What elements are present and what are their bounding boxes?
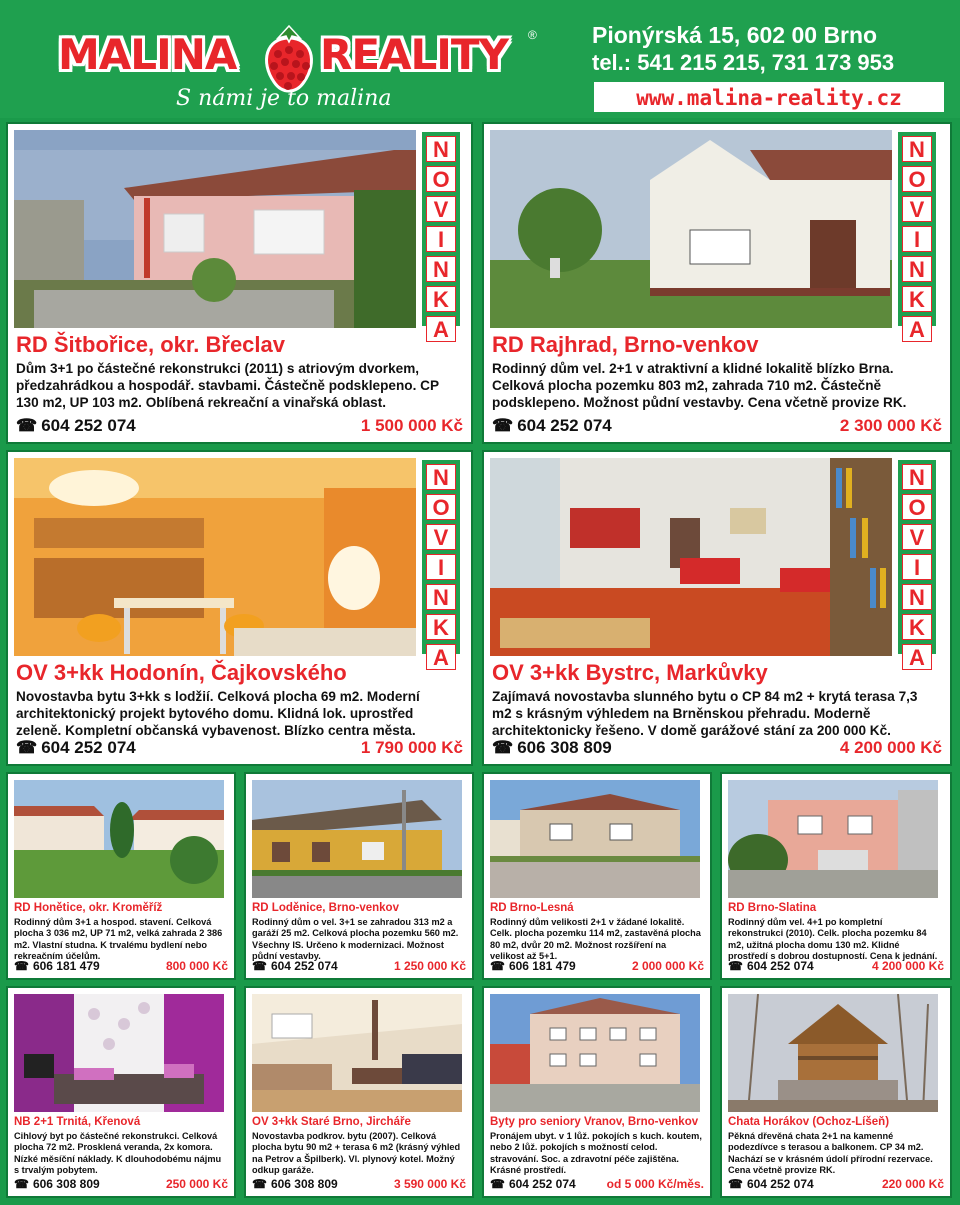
header <box>0 0 960 118</box>
novinka-letter: A <box>426 644 456 670</box>
listing-description: Zajímavá novostavba slunného bytu o CP 84 m2 + krytá terasa 7,3 m2 s krásným výhledem na Brněnskou přehradu. Moderně architektonicky řešeno. V domě garážové stání za 200 000 Kč. <box>492 689 918 738</box>
phone-number: 606 308 809 <box>32 1177 100 1191</box>
listing-description: Rodinný dům vel. 4+1 po kompletní rekonstrukci (2010). Celk. plocha pozemku 84 m2, užitná plocha domu 130 m2. Klidné prostředí s dobrou dostupností. Cena k jednání. <box>728 917 938 962</box>
novinka-letter: N <box>426 256 456 282</box>
website-box[interactable] <box>594 82 944 112</box>
novinka-letter: I <box>902 554 932 580</box>
novinka-letter: V <box>426 524 456 550</box>
novinka-letter: K <box>902 614 932 640</box>
phone-icon: ☎ <box>490 959 505 973</box>
listing-title[interactable]: Chata Horákov (Ochoz-Líšeň) <box>728 1116 890 1128</box>
listing-description: Novostavba bytu 3+kk s lodžií. Celková plocha 69 m2. Moderní architektonický projekt bytového domu. Klidná lok. uprostřed zeleně. Kompletní občanská vybavenost. Blízko centra města. <box>16 689 420 738</box>
phone-number: 604 252 074 <box>746 1177 814 1191</box>
novinka-letter: O <box>426 166 456 192</box>
listing-description: Rodinný dům o vel. 3+1 se zahradou 313 m2 a garáží 25 m2. Celková plocha pozemku 560 m2. Všechny IS. Určeno k modernizaci. Možnost půdní vestavby. <box>252 917 459 962</box>
listing-title[interactable]: Byty pro seniory Vranov, Brno-venkov <box>490 1116 699 1128</box>
listing-card[interactable] <box>482 772 712 980</box>
novinka-letter: N <box>902 256 932 282</box>
novinka-letter: A <box>902 644 932 670</box>
novinka-letter: N <box>426 584 456 610</box>
phone-number: 604 252 074 <box>41 416 136 435</box>
listing-photo <box>490 458 892 656</box>
listing-card[interactable] <box>482 122 952 444</box>
phone-number: 604 252 074 <box>508 1177 576 1191</box>
novinka-letter: I <box>426 226 456 252</box>
phone-icon: ☎ <box>16 738 38 757</box>
listing-card[interactable] <box>482 450 952 766</box>
novinka-letter: N <box>902 136 932 162</box>
website-link[interactable]: www.malina-reality.cz <box>636 86 902 110</box>
listing-card[interactable] <box>6 122 473 444</box>
novinka-letter: I <box>902 226 932 252</box>
listing-title[interactable]: OV 3+kk Hodonín, Čajkovského <box>16 660 347 685</box>
listing-photo <box>14 780 224 898</box>
novinka-letter: V <box>426 196 456 222</box>
listing-card[interactable] <box>244 772 474 980</box>
listing-price: od 5 000 Kč/měs. <box>606 1177 704 1191</box>
novinka-letter: N <box>426 464 456 490</box>
novinka-badge <box>896 458 938 670</box>
slogan: S námi je to malina <box>176 86 392 111</box>
listing-price: 1 500 000 Kč <box>360 416 463 435</box>
listing-title[interactable]: RD Loděnice, Brno-venkov <box>252 902 399 914</box>
listing-card[interactable] <box>6 772 236 980</box>
novinka-letter: O <box>902 494 932 520</box>
listing-photo <box>490 130 892 328</box>
listing-price: 220 000 Kč <box>881 1177 944 1191</box>
listing-title[interactable]: NB 2+1 Trnitá, Křenová <box>14 1116 141 1128</box>
listing-price: 1 250 000 Kč <box>393 959 466 973</box>
novinka-letter: N <box>902 464 932 490</box>
listing-phone[interactable] <box>492 416 612 436</box>
listing-photo <box>14 458 416 656</box>
phone-number: 606 181 479 <box>32 959 100 973</box>
novinka-letter: V <box>902 524 932 550</box>
listing-card[interactable] <box>244 986 474 1198</box>
phone-icon: ☎ <box>490 1177 505 1191</box>
listing-title[interactable]: RD Šitbořice, okr. Břeclav <box>16 332 285 357</box>
listing-phone[interactable] <box>14 959 100 973</box>
listing-price: 2 000 000 Kč <box>631 959 704 973</box>
listing-phone[interactable] <box>252 959 338 973</box>
listing-title[interactable]: RD Brno-Lesná <box>490 902 574 914</box>
raspberry-icon <box>256 22 322 96</box>
listing-phone[interactable] <box>16 738 136 758</box>
address: Pionýrská 15, 602 00 Brno <box>592 22 878 48</box>
registered-mark: ® <box>528 28 537 42</box>
logo[interactable] <box>58 22 538 82</box>
novinka-letter: O <box>426 494 456 520</box>
listing-price: 1 790 000 Kč <box>360 738 463 757</box>
novinka-letter: O <box>902 166 932 192</box>
listing-title[interactable]: RD Brno-Slatina <box>728 902 817 914</box>
listing-description: Cihlový byt po částečné rekonstrukci. Celková plocha 72 m2. Prosklená veranda, 2x komora. Nízké měsíční náklady. K dlouhodobému nájmu s trvalým pobytem. <box>14 1131 222 1176</box>
phone-icon: ☎ <box>728 959 743 973</box>
novinka-letter: N <box>902 584 932 610</box>
listing-photo <box>490 994 700 1112</box>
logo-text-right: REALITY <box>320 30 508 79</box>
listing-photo <box>728 780 938 898</box>
listing-phone[interactable] <box>492 738 612 758</box>
phone-number: 606 181 479 <box>508 959 576 973</box>
phone-number: 606 308 809 <box>270 1177 338 1191</box>
listing-photo <box>252 994 462 1112</box>
novinka-badge <box>420 130 462 342</box>
novinka-letter: K <box>902 286 932 312</box>
listing-price: 250 000 Kč <box>165 1177 228 1191</box>
listing-photo <box>14 994 224 1112</box>
listing-price: 2 300 000 Kč <box>839 416 942 435</box>
listing-phone[interactable] <box>16 416 136 436</box>
phone-numbers: tel.: 541 215 215, 731 173 953 <box>592 50 895 75</box>
listing-phone[interactable] <box>490 959 576 973</box>
phone-icon: ☎ <box>252 959 267 973</box>
listing-phone[interactable] <box>14 1177 100 1191</box>
phone-icon: ☎ <box>252 1177 267 1191</box>
listing-photo <box>728 994 938 1112</box>
listing-photo <box>14 130 416 328</box>
phone-icon: ☎ <box>16 416 38 435</box>
phone-number: 604 252 074 <box>746 959 814 973</box>
listing-title[interactable]: OV 3+kk Staré Brno, Jircháře <box>252 1116 411 1128</box>
listing-description: Novostavba podkrov. bytu (2007). Celková plocha bytu 90 m2 + terasa 6 m2 (krásný výhled na Petrov a Špilberk). Vl. plynový kotel. Možný odkup garáže. <box>252 1131 461 1176</box>
listing-price: 3 590 000 Kč <box>393 1177 466 1191</box>
listing-description: Rodinný dům 3+1 a hospod. stavení. Celková plocha 3 036 m2, UP 71 m2, velká zahrada 2 386 m2. Vlastní studna. K trvalému bydlení nebo rekreačním účelům. <box>14 917 223 962</box>
listing-price: 4 200 000 Kč <box>871 959 944 973</box>
listing-phone[interactable] <box>252 1177 338 1191</box>
novinka-letter: A <box>902 316 932 342</box>
novinka-letter: A <box>426 316 456 342</box>
logo-text-left: MALINA <box>58 30 237 79</box>
novinka-letter: N <box>426 136 456 162</box>
novinka-letter: K <box>426 614 456 640</box>
listing-title[interactable]: RD Rajhrad, Brno-venkov <box>492 332 759 357</box>
listing-title[interactable]: RD Honětice, okr. Kroměříž <box>14 902 163 914</box>
listing-phone[interactable] <box>728 1177 814 1191</box>
listing-photo <box>252 780 462 898</box>
phone-icon: ☎ <box>14 1177 29 1191</box>
listing-phone[interactable] <box>490 1177 576 1191</box>
phone-icon: ☎ <box>728 1177 743 1191</box>
listing-description: Pronájem ubyt. v 1 lůž. pokojích s kuch. koutem, nebo 2 lůž. pokojích s možností celod. stravování. Soc. a zdravotní péče zajištěna. Krásné prostředí. <box>490 1131 702 1176</box>
listing-card[interactable] <box>482 986 712 1198</box>
listing-card[interactable] <box>720 986 952 1198</box>
listing-price: 800 000 Kč <box>165 959 228 973</box>
phone-number: 604 252 074 <box>41 738 136 757</box>
novinka-letter: V <box>902 196 932 222</box>
listing-description: Dům 3+1 po částečné rekonstrukci (2011) s atriovým dvorkem, předzahrádkou a hospodář. stavbami. Částečně podsklepeno. CP 130 m2, UP 103 m2. Oblíbená rekreační a vinařská oblast. <box>16 361 439 410</box>
novinka-letter: K <box>426 286 456 312</box>
listing-description: Rodinný dům vel. 2+1 v atraktivní a klidné lokalitě blízko Brna. Celková plocha pozemku 803 m2, zahrada 710 m2. Částečně podsklepeno. Možnost půdní vestavby. Cena včetně provize RK. <box>492 361 907 410</box>
phone-icon: ☎ <box>492 416 514 435</box>
listing-card[interactable] <box>6 986 236 1198</box>
listing-card[interactable] <box>6 450 473 766</box>
novinka-badge <box>896 130 938 342</box>
phone-number: 604 252 074 <box>270 959 338 973</box>
phone-icon: ☎ <box>492 738 514 757</box>
listing-title[interactable]: OV 3+kk Bystrc, Markůvky <box>492 660 768 685</box>
phone-number: 606 308 809 <box>517 738 612 757</box>
phone-icon: ☎ <box>14 959 29 973</box>
listing-description: Rodinný dům velikosti 2+1 v žádané lokalitě. Celk. plocha pozemku 114 m2, zastavěná plocha 80 m2, dvůr 20 m2. Možnost rozšíření na velikost až 5+1. <box>490 917 701 962</box>
listing-description: Pěkná dřevěná chata 2+1 na kamenné podezdívce s terasou a balkonem. CP 34 m2. Nachází se v krásném údolí přírodní rezervace. Cena včetně provize RK. <box>728 1131 933 1176</box>
listing-photo <box>490 780 700 898</box>
novinka-badge <box>420 458 462 670</box>
phone-number: 604 252 074 <box>517 416 612 435</box>
listing-phone[interactable] <box>728 959 814 973</box>
novinka-letter: I <box>426 554 456 580</box>
listing-card[interactable] <box>720 772 952 980</box>
listing-price: 4 200 000 Kč <box>839 738 942 757</box>
